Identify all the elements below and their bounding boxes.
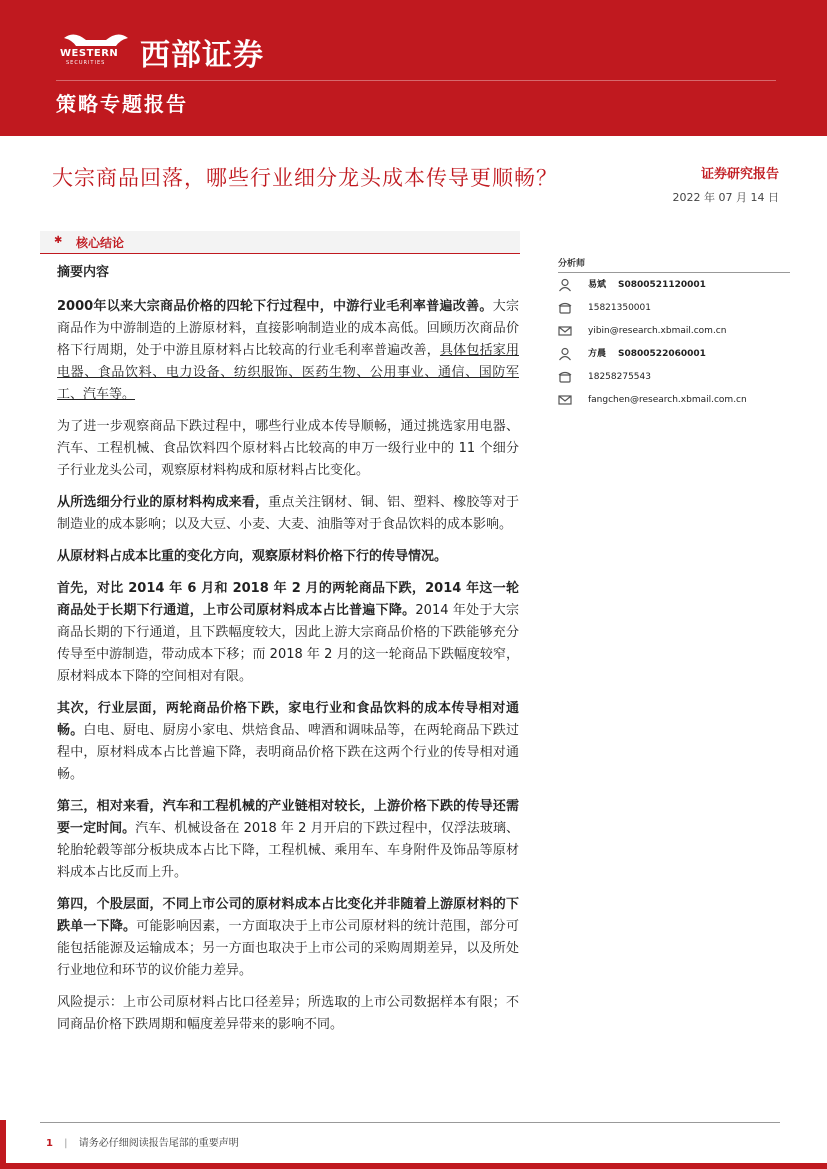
paragraph-6: 其次，行业层面，两轮商品价格下跌，家电行业和食品饮料的成本传导相对通畅。白电、厨电、厨房小家电、烘焙食品、啤酒和调味品等，在两轮商品下跌过程中，原材料成本占比普遍下降，表明商品价格下跌在这两个行业的传导相对通畅。 — [57, 701, 519, 782]
report-category: 证券研究报告 — [700, 167, 779, 182]
paragraph-8: 第四，个股层面，不同上市公司的原材料成本占比变化并非随着上游原材料的下跌单一下降。可能影响因素，一方面取决于上市公司原材料的统计范围，部分可能包括能源及运输成本；另一方面也取决于上市公司的采购周期差异，以及所处行业地位和环节的议价能力差异。 — [57, 897, 519, 978]
report-title: 大宗商品回落，哪些行业细分龙头成本传导更顺畅？ — [52, 166, 558, 190]
logo-chinese: 西部证券 — [140, 38, 264, 73]
bullet-icon: ✱ — [54, 235, 63, 246]
section-title: 核心结论 — [76, 236, 125, 250]
section-header — [40, 231, 520, 254]
risk-warning: 风险提示：上市公司原材料占比口径差异；所选取的上市公司数据样本有限；不同商品价格下跌周期和幅度差异带来的影响不同。 — [57, 995, 519, 1032]
analyst-2-name-row: 方晨 S0800522060001 — [558, 343, 790, 365]
email-icon — [558, 324, 572, 338]
analyst-1-name-row: 易斌 S0800521120001 — [558, 274, 790, 296]
analyst-1-email-row[interactable]: yibin@research.xbmail.com.cn — [558, 320, 790, 342]
page-number: 1 — [46, 1138, 53, 1149]
footer-divider — [40, 1122, 780, 1123]
analyst-1-phone-row: 15821350001 — [558, 297, 790, 319]
report-date: 2022 年 07 月 14 日 — [672, 191, 779, 204]
footer-disclaimer: 请务必仔细阅读报告尾部的重要声明 — [78, 1138, 239, 1149]
paragraph-3: 从所选细分行业的原材料构成来看，重点关注钢材、铜、铝、塑料、橡胶等对于制造业的成本影响；以及大豆、小麦、大麦、油脂等对于食品饮料的成本影响。 — [57, 495, 519, 532]
footer-separator: | — [64, 1138, 68, 1149]
paragraph-4: 从原材料占成本比重的变化方向，观察原材料价格下行的传导情况。 — [57, 549, 448, 564]
report-body — [57, 262, 519, 1046]
header-divider — [56, 80, 776, 81]
person-icon — [558, 347, 572, 361]
report-type: 策略专题报告 — [56, 92, 188, 116]
phone-icon — [558, 370, 572, 384]
summary-title: 摘要内容 — [57, 265, 110, 280]
email-icon — [558, 393, 572, 407]
person-icon — [558, 278, 572, 292]
paragraph-1: 2000年以来大宗商品价格的四轮下行过程中，中游行业毛利率普遍改善。大宗商品作为中游制造的上游原材料，直接影响制造业的成本高低。回顾历次商品价格下行周期，处于中游且原材料占比较高的行业毛利率普遍改善，具体包括家用电器、食品饮料、电力设备、纺织服饰、医药生物、公用事业、通信、国防军工、汽车等。 — [57, 299, 519, 402]
phone-icon — [558, 301, 572, 315]
corner-accent — [0, 1120, 6, 1169]
analyst-2-phone-row: 18258275543 — [558, 366, 790, 388]
bottom-accent — [0, 1163, 827, 1169]
analyst-heading: 分析师 — [558, 256, 790, 273]
paragraph-5: 首先，对比 2014 年 6 月和 2018 年 2 月的两轮商品下跌，2014 年这一轮商品处于长期下行通道，上市公司原材料成本占比普遍下降。2014 年处于大宗商品长期的下行通道，且下跌幅度较大，因此上游大宗商品价格的下跌能够充分传导至中游制造，带动成本下移；而 2018 年 2 月的这一轮商品下跌幅度较窄，原材料成本下降的空间相对有限。 — [57, 581, 519, 684]
header-banner — [0, 0, 827, 136]
paragraph-2: 为了进一步观察商品下跌过程中，哪些行业成本传导顺畅，通过挑选家用电器、汽车、工程机械、食品饮料四个原材料占比较高的申万一级行业中的 11 个细分子行业龙头公司，观察原材料构成和原材料占比变化。 — [57, 419, 519, 478]
analyst-panel — [558, 256, 790, 411]
analyst-2-email-row[interactable]: fangchen@research.xbmail.com.cn — [558, 389, 790, 411]
footer — [46, 1134, 239, 1149]
logo-english: WESTERN — [60, 48, 119, 59]
logo-english-sub: SECURITIES — [66, 60, 106, 66]
paragraph-7: 第三，相对来看，汽车和工程机械的产业链相对较长，上游价格下跌的传导还需要一定时间。汽车、机械设备在 2018 年 2 月开启的下跌过程中，仅浮法玻璃、轮胎轮毂等部分板块成本占比下降，工程机械、乘用车、车身附件及饰品等原材料成本占比反而上升。 — [57, 799, 519, 880]
